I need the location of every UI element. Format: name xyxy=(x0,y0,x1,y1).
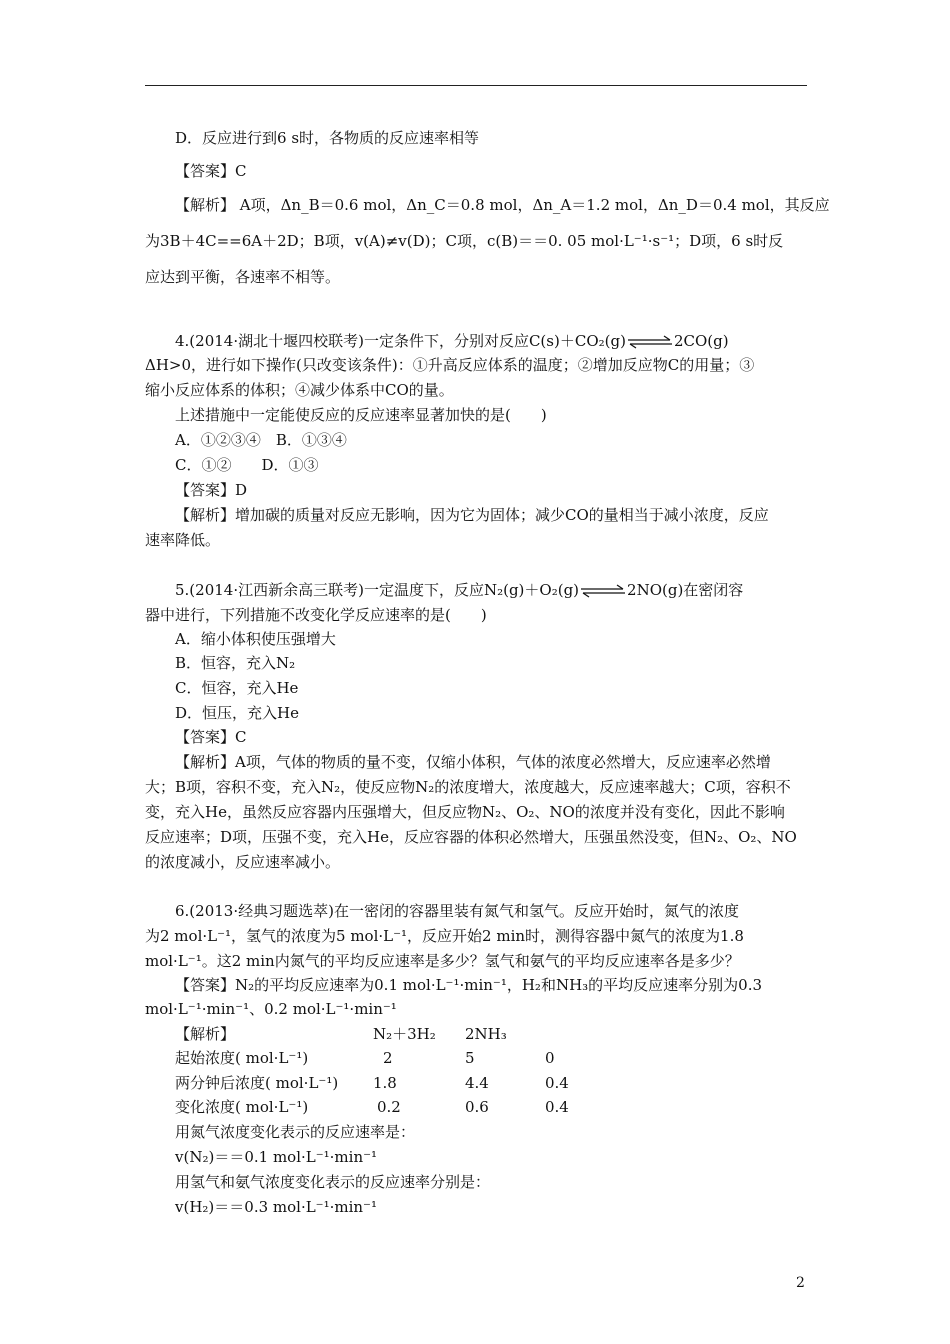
q5-analysis-line: 【解析】A项，气体的物质的量不变，仅缩小体积，气体的浓度必然增大，反应速率必然增 xyxy=(175,753,771,771)
table-cell: 起始浓度( mol·L⁻¹) xyxy=(175,1049,309,1067)
table-cell: 1.8 xyxy=(373,1074,397,1092)
q3-analysis-line: 应达到平衡，各速率不相等。 xyxy=(145,268,341,286)
q5-option-a: A．缩小体积使压强增大 xyxy=(175,630,336,648)
table-cell: 2NH₃ xyxy=(465,1025,507,1043)
q6-answer-line: 【答案】N₂的平均反应速率为0.1 mol·L⁻¹·min⁻¹，H₂和NH₃的平均反应速率分别为0.3 xyxy=(175,976,763,994)
table-cell: 5 xyxy=(465,1049,475,1067)
q4-stem-line: 缩小反应体系的体积；④减少体系中CO的量。 xyxy=(145,381,454,399)
q5-option-c: C．恒容，充入He xyxy=(175,679,299,697)
q6-rate-h2-label: 用氢气和氨气浓度变化表示的反应速率分别是： xyxy=(175,1173,491,1191)
q5-analysis-line: 大；B项，容积不变，充入N₂，使反应物N₂的浓度增大，浓度越大，反应速率越大；C项，容积不 xyxy=(145,778,791,796)
q4-analysis-line: 速率降低。 xyxy=(145,531,221,549)
q6-stem-line: 为2 mol·L⁻¹，氢气的浓度为5 mol·L⁻¹，反应开始2 min时，测得容器中氮气的浓度为1.8 xyxy=(145,927,744,945)
q6-stem-line: mol·L⁻¹。这2 min内氮气的平均反应速率是多少？氢气和氨气的平均反应速率各是多少？ xyxy=(145,952,740,970)
equilibrium-arrow-icon xyxy=(626,335,674,349)
q4-stem-line xyxy=(175,331,729,351)
q4-answer: 【答案】D xyxy=(175,481,248,499)
table-cell: 【解析】 xyxy=(175,1025,236,1043)
q5-option-d: D．恒压，充入He xyxy=(175,704,299,722)
q4-analysis-line: 【解析】增加碳的质量对反应无影响，因为它为固体；减少CO的量相当于减小浓度，反应 xyxy=(175,506,769,524)
q6-answer-line: mol·L⁻¹·min⁻¹、0.2 mol·L⁻¹·min⁻¹ xyxy=(145,1000,397,1018)
q6-stem-line: 6.(2013·经典习题选萃)在一密闭的容器里装有氮气和氢气。反应开始时，氮气的浓度 xyxy=(175,902,739,920)
table-cell: 变化浓度( mol·L⁻¹) xyxy=(175,1098,309,1116)
table-cell: N₂＋3H₂ xyxy=(373,1025,436,1043)
q4-stem-right: 2CO(g) xyxy=(673,332,729,350)
header-rule xyxy=(145,85,807,86)
table-cell: 0.2 xyxy=(377,1098,401,1116)
q5-analysis-line: 变，充入He，虽然反应容器内压强增大，但反应物N₂、O₂、NO的浓度并没有变化，因此不影响 xyxy=(145,803,785,821)
table-cell: 0.4 xyxy=(545,1074,569,1092)
table-row xyxy=(175,1073,569,1093)
q5-stem-right: 2NO(g)在密闭容 xyxy=(627,581,744,599)
equilibrium-arrow-icon xyxy=(579,584,627,598)
q5-answer: 【答案】C xyxy=(175,728,247,746)
table-cell: 0.6 xyxy=(465,1098,489,1116)
table-cell: 2 xyxy=(383,1049,393,1067)
q6-rate-n2-label: 用氮气浓度变化表示的反应速率是： xyxy=(175,1123,416,1141)
table-cell: 两分钟后浓度( mol·L⁻¹) xyxy=(175,1074,339,1092)
q5-analysis-line: 反应速率；D项，压强不变，充入He，反应容器的体积必然增大，压强虽然没变，但N₂、O₂、NO xyxy=(145,828,797,846)
table-cell: 0.4 xyxy=(545,1098,569,1116)
q6-rate-n2-value: v(N₂)＝＝0.1 mol·L⁻¹·min⁻¹ xyxy=(175,1148,378,1166)
table-cell: 0 xyxy=(545,1049,555,1067)
q5-stem-left: 5.(2014·江西新余高三联考)一定温度下，反应N₂(g)＋O₂(g) xyxy=(175,581,580,599)
q4-stem-left: 4.(2014·湖北十堰四校联考)一定条件下，分别对反应C(s)＋CO₂(g) xyxy=(175,332,626,350)
q5-stem-line: 器中进行，下列措施不改变化学反应速率的是( ) xyxy=(145,606,487,624)
q5-analysis-line: 的浓度减小，反应速率减小。 xyxy=(145,853,341,871)
q3-analysis-line: 【解析】 A项，Δn_B＝0.6 mol，Δn_C＝0.8 mol，Δn_A＝1.2 mol，Δn_D＝0.4 mol，其反应 xyxy=(175,196,830,214)
q4-options-ab: A．①②③④ B．①③④ xyxy=(175,431,347,449)
q5-stem-line xyxy=(175,580,743,600)
page-number: 2 xyxy=(796,1275,805,1291)
q4-stem-line: ΔH>0，进行如下操作(只改变该条件)：①升高反应体系的温度；②增加反应物C的用量；③ xyxy=(145,356,755,374)
table-cell: 4.4 xyxy=(465,1074,489,1092)
q3-analysis-line: 为3B＋4C==6A＋2D；B项，v(A)≠v(D)；C项，c(B)＝＝0. 05 mol·L⁻¹·s⁻¹；D项，6 s时反 xyxy=(145,232,784,250)
q4-options-cd: C．①② D．①③ xyxy=(175,456,319,474)
q4-question: 上述措施中一定能使反应的反应速率显著加快的是( ) xyxy=(175,406,547,424)
q3-option-d: D．反应进行到6 s时，各物质的反应速率相等 xyxy=(175,129,480,147)
table-row xyxy=(175,1097,569,1117)
q5-option-b: B．恒容，充入N₂ xyxy=(175,654,296,672)
q6-table-header xyxy=(175,1024,545,1044)
q6-rate-h2-value: v(H₂)＝＝0.3 mol·L⁻¹·min⁻¹ xyxy=(175,1198,377,1216)
table-row xyxy=(175,1048,555,1068)
q3-answer: 【答案】C xyxy=(175,162,247,180)
